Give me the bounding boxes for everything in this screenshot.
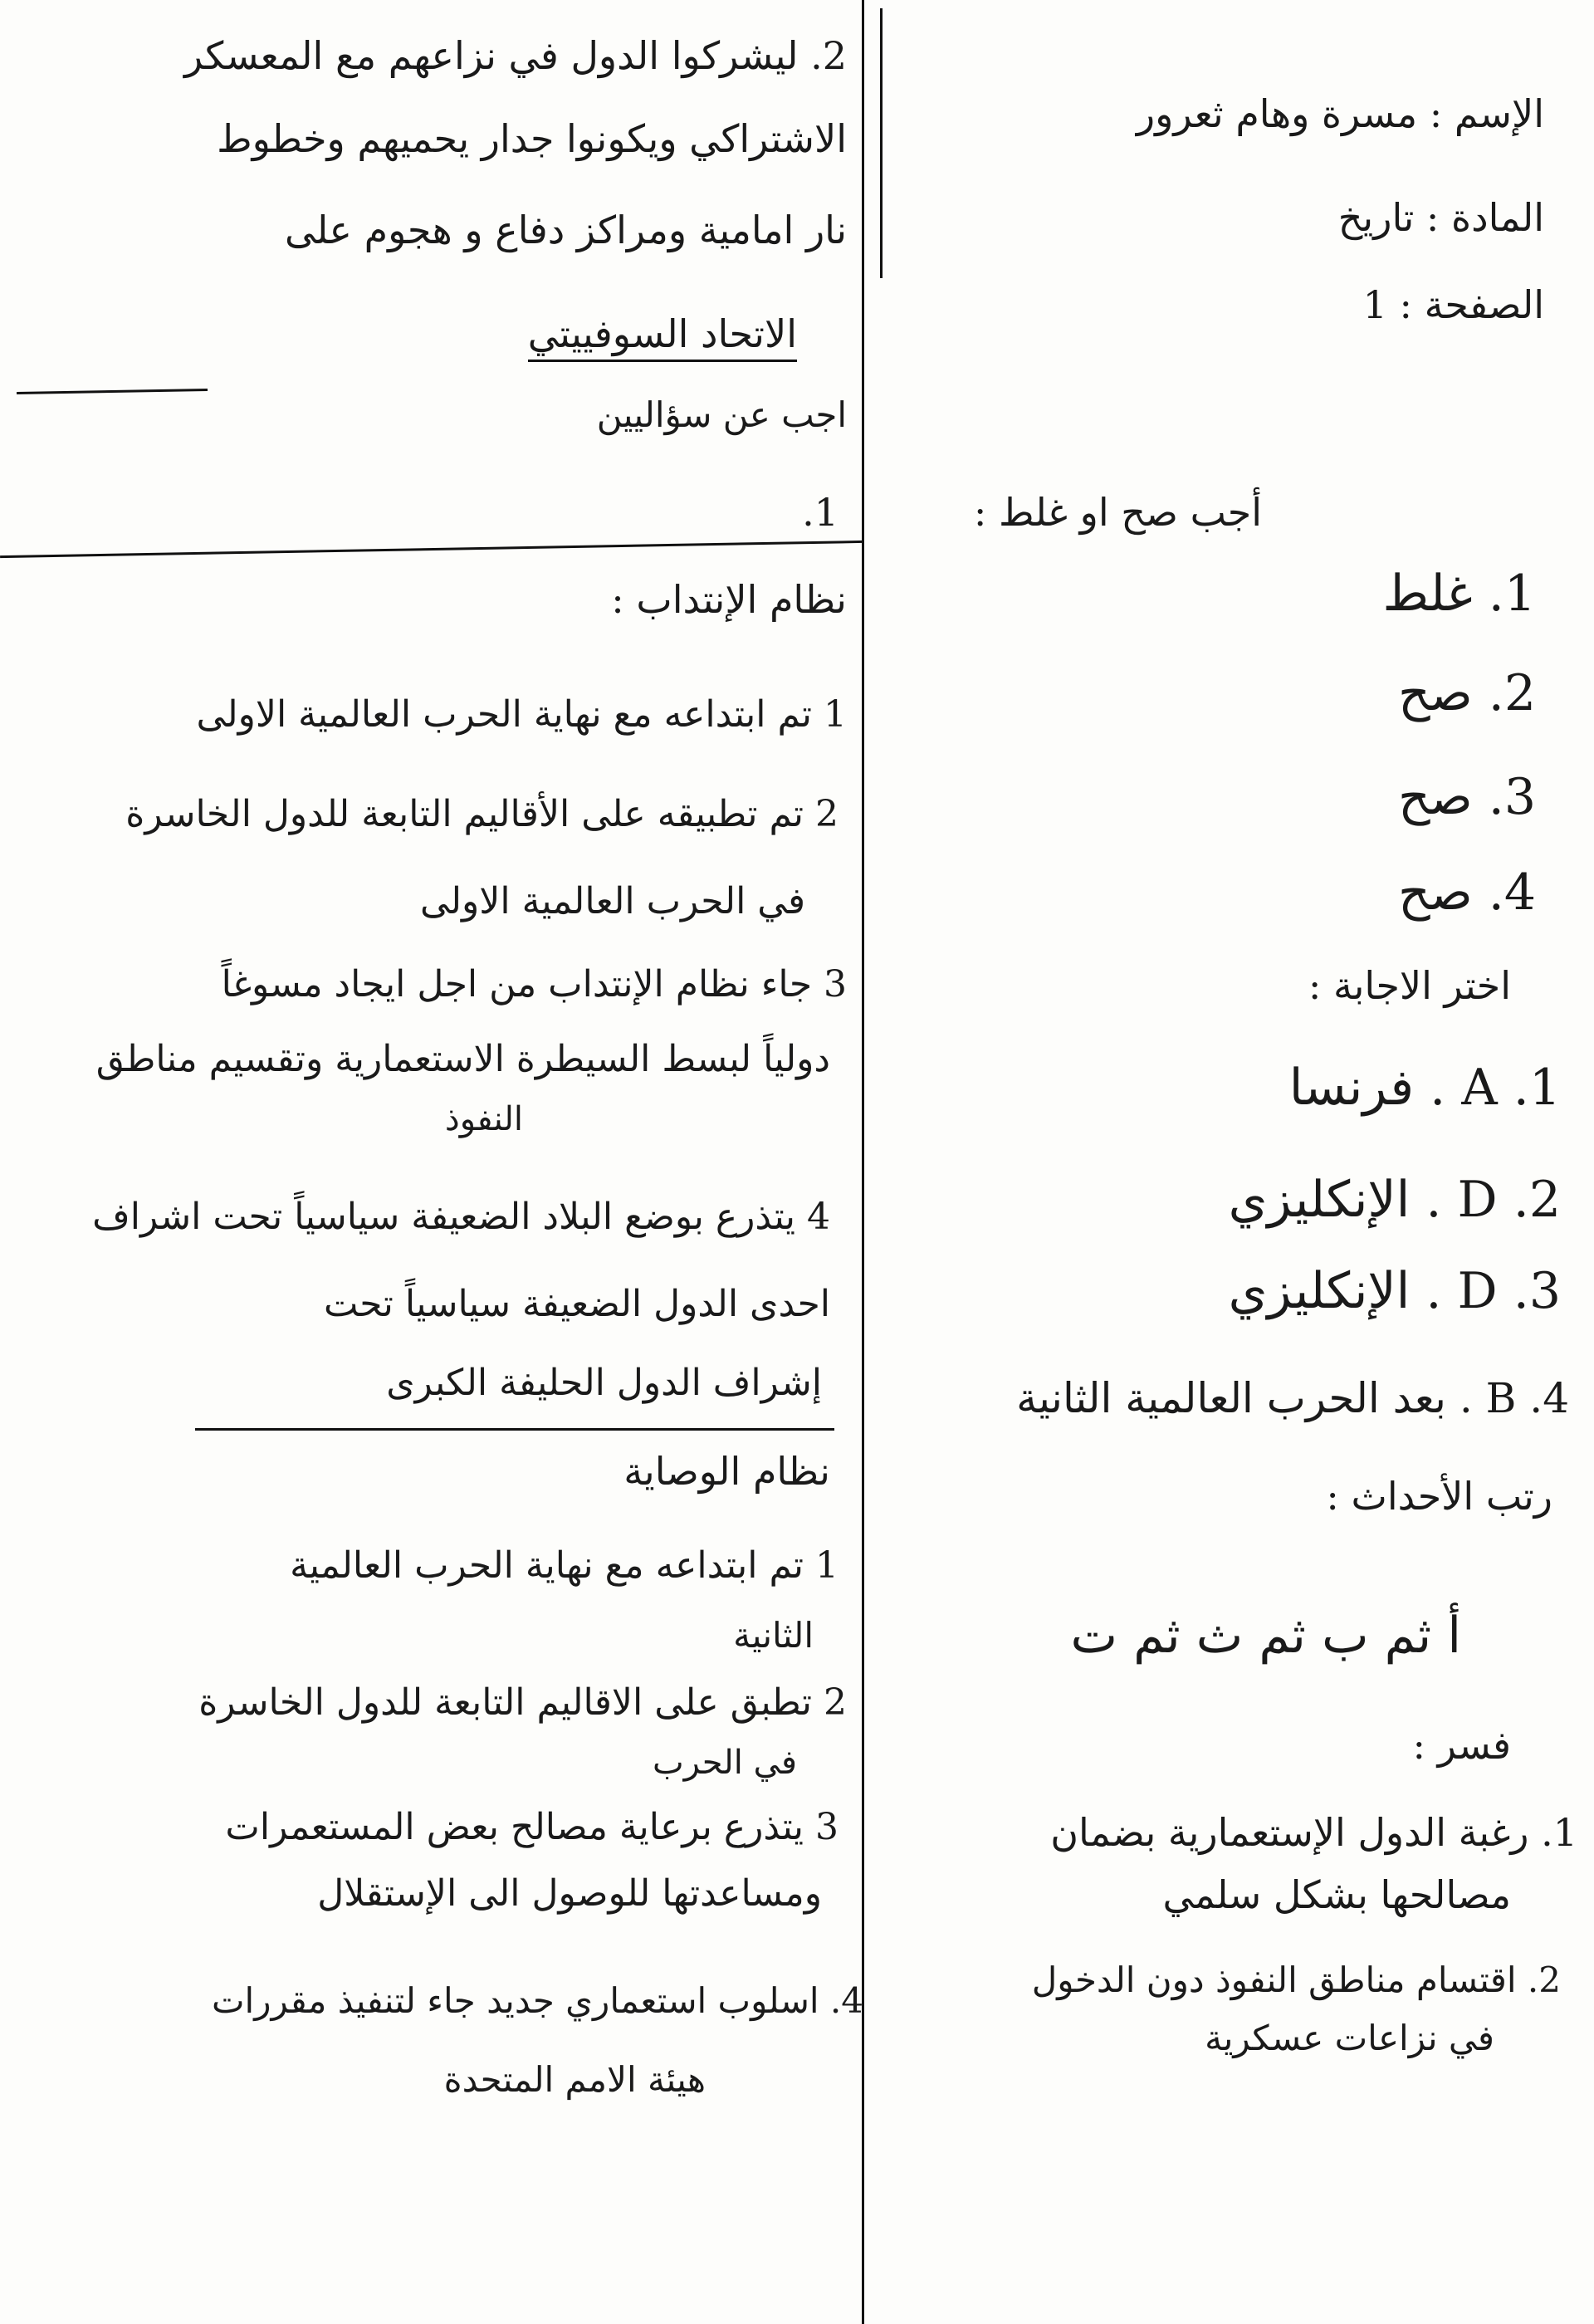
explain-item-2-line-2: في نزاعات عسكرية <box>1205 2018 1494 2058</box>
order-events-title: رتب الأحداث : <box>1326 1474 1552 1519</box>
trusteeship-point-1-line-2: الثانية <box>733 1615 814 1656</box>
order-events-answer: أ ثم ب ثم ث ثم ت <box>1070 1607 1461 1665</box>
trusteeship-point-4-line-2: هيئة الامم المتحدة <box>443 2059 706 2100</box>
explain-item-1-line-2: مصالحها بشكل سلمي <box>1162 1872 1511 1917</box>
trusteeship-point-3-line-2: ومساعدتها للوصول الى الإستقلال <box>317 1872 822 1915</box>
separator-line <box>17 389 208 394</box>
mandate-title: نظام الإنتداب : <box>611 577 847 622</box>
trusteeship-point-4-line-1: 4. اسلوب استعماري جديد جاء لتنفيذ مقررات <box>212 1980 863 2021</box>
trusteeship-title: نظام الوصاية <box>623 1449 830 1494</box>
true-false-answer-1: 1. غلط <box>1382 565 1536 623</box>
mandate-point-3-line-3: النفوذ <box>444 1100 523 1138</box>
true-false-answer-4: 4. صح <box>1397 864 1536 922</box>
q2-underlined: الاتحاد السوفييتي <box>528 311 797 362</box>
choose-answer-title: اختر الاجابة : <box>1308 963 1511 1008</box>
mandate-point-2-line-2: في الحرب العالمية الاولى <box>419 880 805 922</box>
mandate-point-4-line-1: 4 يتذرع بوضع البلاد الضعيفة سياسياً تحت اشراف <box>92 1196 830 1238</box>
choice-answer-4: 4. B . بعد الحرب العالمية الثانية <box>1016 1374 1569 1422</box>
choice-answer-1: 1. A . فرنسا <box>1288 1059 1561 1117</box>
mandate-point-3-line-2: دولياً لبسط السيطرة الاستعمارية وتقسيم مناطق <box>95 1038 830 1080</box>
trusteeship-point-2-line-1: 2 تطبق على الاقاليم التابعة للدول الخاسرة <box>198 1681 847 1724</box>
page-number-line: الصفحة : 1 <box>1362 282 1544 327</box>
column-divider <box>862 0 864 2324</box>
q2-answer-line-3: نار امامية ومراكز دفاع و هجوم على <box>284 208 847 252</box>
trusteeship-point-2-line-2: في الحرب <box>652 1744 797 1782</box>
subject-line: المادة : تاريخ <box>1337 195 1544 240</box>
q2-answer-line-2: الاشتراكي ويكونوا جدار يحميهم وخطوط <box>217 116 847 161</box>
answer-two-questions-heading: اجب عن سؤاليين <box>596 394 847 435</box>
mandate-point-4-line-3: إشراف الدول الحليفة الكبرى <box>386 1362 822 1404</box>
q2-answer-line-4 <box>528 311 797 356</box>
true-false-answer-2: 2. صح <box>1397 664 1536 722</box>
separator-line <box>0 541 863 558</box>
true-false-answer-3: 3. صح <box>1397 768 1536 826</box>
student-name: الإسم : مسرة وهام ثعرور <box>1136 91 1544 136</box>
trusteeship-point-3-line-1: 3 يتذرع برعاية مصالح بعض المستعمرات <box>225 1806 839 1848</box>
question-1-number: 1. <box>802 490 839 535</box>
column-divider-short <box>880 8 883 278</box>
explain-item-2-line-1: 2. اقتسام مناطق النفوذ دون الدخول <box>1031 1959 1561 2000</box>
choice-answer-2: 2. D . الإنكليزي <box>1228 1171 1561 1229</box>
choice-answer-3: 3. D . الإنكليزي <box>1228 1262 1561 1320</box>
mandate-point-1: 1 تم ابتداعه مع نهاية الحرب العالمية الاولى <box>196 693 847 736</box>
mandate-point-2-line-1: 2 تم تطبيقه على الأقاليم التابعة للدول الخاسرة <box>125 793 839 835</box>
explain-title: فسر : <box>1412 1723 1511 1768</box>
separator-line <box>195 1428 834 1431</box>
trusteeship-point-1-line-1: 1 تم ابتداعه مع نهاية الحرب العالمية <box>290 1544 839 1587</box>
q2-answer-line-1: 2. ليشركوا الدول في نزاعهم مع المعسكر <box>183 33 847 78</box>
mandate-point-3-line-1: 3 جاء نظام الإنتداب من اجل ايجاد مسوغاً <box>221 963 847 1005</box>
mandate-point-4-line-2: احدى الدول الضعيفة سياسياً تحت <box>324 1283 830 1325</box>
explain-item-1-line-1: 1. رغبة الدول الإستعمارية بضمان <box>1050 1810 1577 1855</box>
true-false-title: أجب صح او غلط : <box>973 490 1262 535</box>
